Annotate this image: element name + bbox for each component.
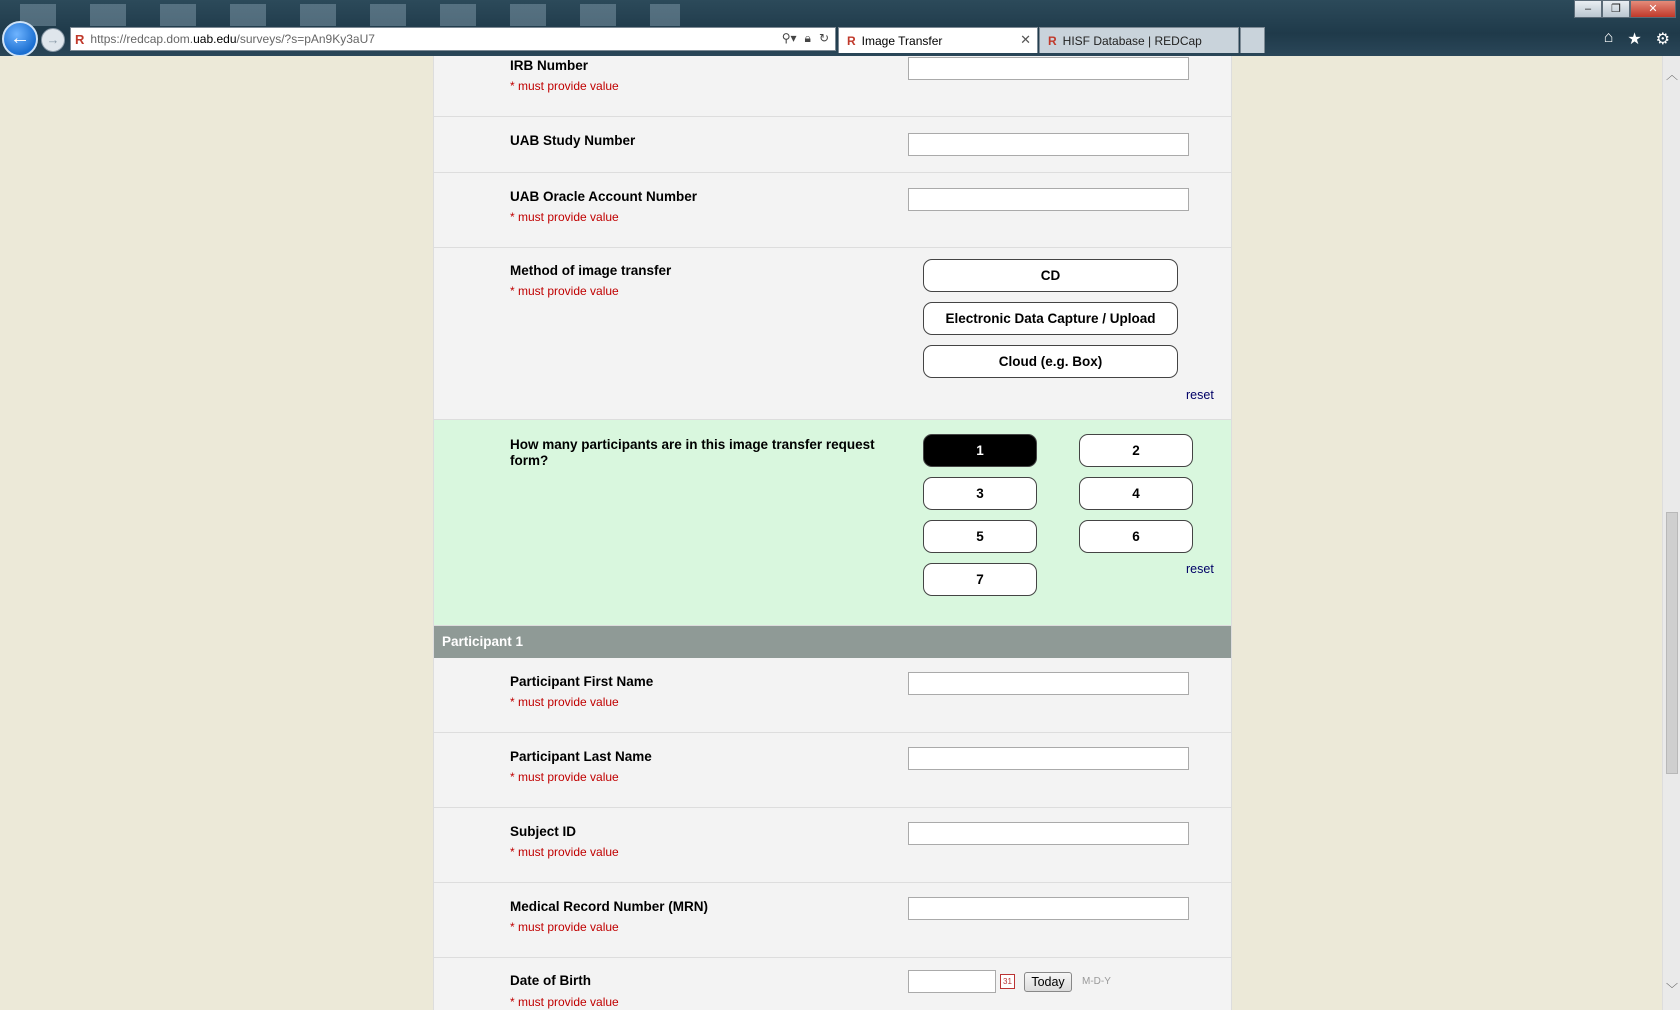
field-label: Participant First Name bbox=[510, 674, 654, 689]
forward-arrow-icon: → bbox=[46, 32, 60, 47]
url-path: /surveys/?s=pAn9Ky3aU7 bbox=[236, 32, 375, 46]
calendar-icon[interactable]: 31 bbox=[1000, 974, 1015, 989]
field-row-first-name bbox=[434, 658, 1231, 733]
choice-participants-7[interactable]: 7 bbox=[923, 563, 1037, 596]
field-row-irb-number bbox=[434, 56, 1231, 117]
url-host: uab.edu bbox=[193, 32, 237, 46]
tab-title: Image Transfer bbox=[861, 33, 943, 48]
date-of-birth-input[interactable] bbox=[908, 970, 996, 993]
choice-participants-4[interactable]: 4 bbox=[1079, 477, 1193, 510]
choice-participants-6[interactable]: 6 bbox=[1079, 520, 1193, 553]
last-name-input[interactable] bbox=[908, 747, 1189, 770]
window-controls bbox=[1574, 0, 1676, 18]
first-name-input[interactable] bbox=[908, 672, 1189, 695]
field-label: Participant Last Name bbox=[510, 749, 652, 764]
desktop-background-icons bbox=[20, 4, 680, 26]
tab-title: HISF Database | REDCap bbox=[1062, 33, 1202, 48]
vertical-scrollbar[interactable] bbox=[1662, 56, 1680, 1010]
restore-button[interactable]: ❐ bbox=[1602, 0, 1630, 18]
survey-form bbox=[433, 56, 1232, 1010]
field-row-oracle-account bbox=[434, 173, 1231, 248]
choice-participants-5[interactable]: 5 bbox=[923, 520, 1037, 553]
field-row-subject-id bbox=[434, 808, 1231, 883]
choice-electronic-upload[interactable]: Electronic Data Capture / Upload bbox=[923, 302, 1178, 335]
address-bar[interactable] bbox=[70, 27, 836, 51]
field-label: IRB Number bbox=[510, 58, 589, 73]
tab-image-transfer[interactable] bbox=[838, 27, 1038, 53]
choice-cloud[interactable]: Cloud (e.g. Box) bbox=[923, 345, 1178, 378]
field-label: Subject ID bbox=[510, 824, 577, 839]
method-reset-link[interactable]: reset bbox=[1186, 388, 1214, 402]
mrn-input[interactable] bbox=[908, 897, 1189, 920]
required-note: * must provide value bbox=[510, 284, 619, 298]
refresh-icon[interactable]: ↻ bbox=[818, 31, 829, 45]
browser-chrome bbox=[0, 0, 1680, 56]
minimize-button[interactable]: – bbox=[1574, 0, 1602, 18]
tab-hisf-database[interactable] bbox=[1039, 27, 1239, 53]
new-tab-button[interactable] bbox=[1240, 27, 1265, 53]
choice-cd[interactable]: CD bbox=[923, 259, 1178, 292]
field-row-participant-count bbox=[434, 420, 1231, 626]
date-format-hint: M-D-Y bbox=[1082, 976, 1111, 987]
today-button[interactable]: Today bbox=[1024, 972, 1072, 992]
redcap-favicon-icon: R bbox=[75, 31, 85, 47]
url-prefix: https://redcap.dom. bbox=[90, 32, 194, 46]
scrollbar-thumb[interactable] bbox=[1666, 512, 1678, 774]
field-row-mrn bbox=[434, 883, 1231, 958]
close-window-button[interactable]: ✕ bbox=[1630, 0, 1676, 18]
scroll-down-arrow-icon[interactable]: ﹀ bbox=[1665, 982, 1678, 996]
required-note: * must provide value bbox=[510, 845, 619, 859]
field-label: UAB Study Number bbox=[510, 133, 636, 148]
choice-participants-3[interactable]: 3 bbox=[923, 477, 1037, 510]
required-note: * must provide value bbox=[510, 695, 619, 709]
redcap-favicon-icon: R bbox=[1048, 33, 1057, 48]
oracle-account-input[interactable] bbox=[908, 188, 1189, 211]
subject-id-input[interactable] bbox=[908, 822, 1189, 845]
choice-participants-1[interactable]: 1 bbox=[923, 434, 1037, 467]
field-label: Date of Birth bbox=[510, 973, 591, 988]
field-row-uab-study-number bbox=[434, 117, 1231, 173]
settings-gear-icon[interactable]: ⚙ bbox=[1655, 31, 1670, 48]
irb-number-input[interactable] bbox=[908, 57, 1189, 80]
uab-study-number-input[interactable] bbox=[908, 133, 1189, 156]
field-row-method-of-transfer bbox=[434, 248, 1231, 420]
forward-button[interactable] bbox=[41, 28, 65, 52]
field-row-date-of-birth bbox=[434, 958, 1231, 1010]
field-label: How many participants are in this image transfer request form? bbox=[510, 437, 875, 468]
section-header-participant-1: Participant 1 bbox=[434, 626, 1231, 658]
redcap-favicon-icon: R bbox=[847, 33, 856, 48]
page-viewport bbox=[0, 56, 1662, 1010]
home-icon[interactable]: ⌂ bbox=[1603, 29, 1614, 46]
back-button[interactable] bbox=[2, 21, 38, 57]
field-label: UAB Oracle Account Number bbox=[510, 189, 698, 204]
field-row-last-name bbox=[434, 733, 1231, 808]
scroll-up-arrow-icon[interactable]: ︿ bbox=[1665, 68, 1678, 82]
required-note: * must provide value bbox=[510, 79, 619, 93]
required-note: * must provide value bbox=[510, 210, 619, 224]
field-label: Method of image transfer bbox=[510, 263, 672, 278]
required-note: * must provide value bbox=[510, 995, 619, 1009]
lock-icon[interactable]: 🔒︎ bbox=[804, 31, 811, 45]
field-label: Medical Record Number (MRN) bbox=[510, 899, 709, 914]
participants-reset-link[interactable]: reset bbox=[1186, 562, 1214, 576]
required-note: * must provide value bbox=[510, 920, 619, 934]
favorites-star-icon[interactable]: ★ bbox=[1627, 31, 1642, 48]
choice-participants-2[interactable]: 2 bbox=[1079, 434, 1193, 467]
required-note: * must provide value bbox=[510, 770, 619, 784]
search-icon[interactable]: ⚲▾ bbox=[781, 31, 797, 45]
back-arrow-icon: ← bbox=[10, 27, 30, 49]
close-tab-icon[interactable]: ✕ bbox=[1020, 32, 1031, 47]
